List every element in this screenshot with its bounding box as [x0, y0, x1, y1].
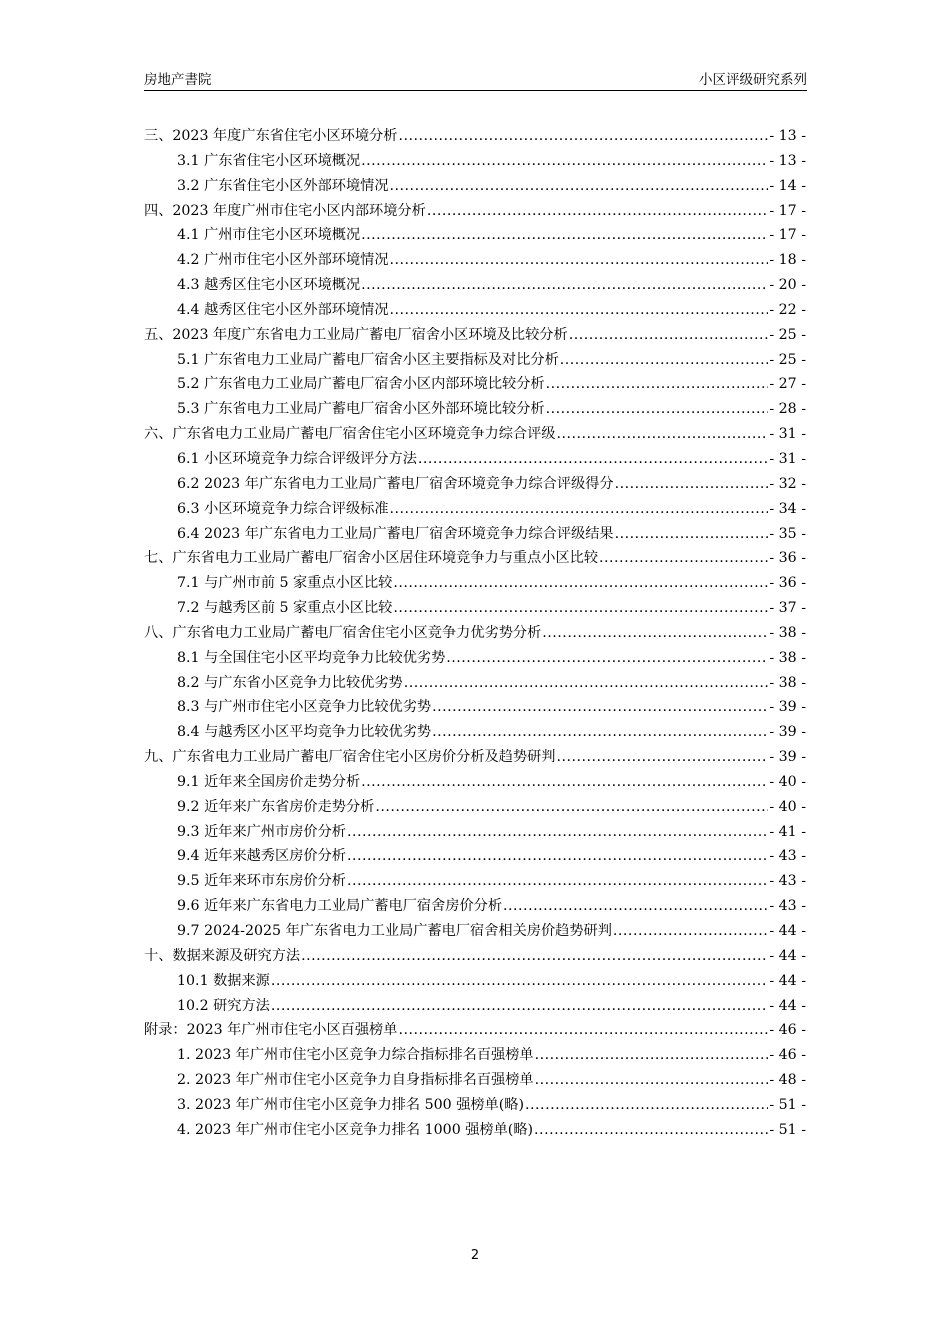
toc-dot-leader [599, 550, 768, 566]
toc-dot-leader [361, 227, 768, 243]
toc-dot-leader [432, 724, 768, 740]
toc-section-entry[interactable] [144, 523, 806, 548]
toc-section-entry[interactable] [144, 1119, 806, 1144]
toc-dot-leader [398, 1022, 768, 1038]
toc-section-entry[interactable] [144, 845, 806, 870]
toc-entry-title: 2. 2023 年广州市住宅小区竞争力自身指标排名百强榜单 [177, 1072, 534, 1089]
toc-section-entry[interactable] [144, 721, 806, 746]
toc-entry-page: - 51 - [769, 1096, 806, 1113]
toc-entry-title: 3. 2023 年广州市住宅小区竞争力排名 500 强榜单(略) [177, 1096, 525, 1113]
toc-entry-page: - 46 - [769, 1022, 806, 1039]
toc-dot-leader [375, 799, 768, 815]
toc-entry-page: - 36 - [769, 550, 806, 567]
toc-entry-title: 9.1 近年来全国房价走势分析 [177, 773, 361, 790]
toc-chapter-entry[interactable] [144, 423, 806, 448]
toc-chapter-entry[interactable] [144, 945, 806, 970]
toc-entry-page: - 27 - [769, 376, 806, 393]
toc-dot-leader [271, 998, 768, 1014]
toc-entry-page: - 44 - [769, 923, 806, 939]
toc-section-entry[interactable] [144, 920, 806, 945]
toc-entry-page: - 36 - [769, 575, 806, 592]
toc-entry-title: 4.1 广州市住宅小区环境概况 [177, 227, 361, 244]
toc-entry-page: - 48 - [769, 1072, 806, 1089]
toc-section-entry[interactable] [144, 572, 806, 597]
toc-entry-page: - 25 - [769, 326, 806, 343]
toc-entry-title: 6.4 2023 年广东省电力工业局广蓄电厂宿舍环境竞争力综合评级结果 [177, 525, 614, 542]
toc-entry-title: 七、广东省电力工业局广蓄电厂宿舍小区居住环境竞争力与重点小区比较 [144, 550, 599, 567]
toc-entry-page: - 38 - [769, 624, 806, 641]
toc-section-entry[interactable] [144, 274, 806, 299]
toc-section-entry[interactable] [144, 448, 806, 473]
toc-entry-title: 五、2023 年度广东省电力工业局广蓄电厂宿舍小区环境及比较分析 [144, 326, 568, 343]
toc-dot-leader [361, 774, 768, 790]
toc-entry-page: - 13 - [769, 152, 806, 169]
toc-chapter-entry[interactable] [144, 324, 806, 349]
toc-section-entry[interactable] [144, 647, 806, 672]
toc-entry-title: 6.3 小区环境竞争力综合评级标准 [177, 500, 389, 517]
toc-dot-leader [390, 501, 769, 517]
toc-dot-leader [347, 873, 768, 889]
toc-dot-leader [615, 476, 769, 492]
toc-section-entry[interactable] [144, 672, 806, 697]
toc-entry-page: - 39 - [769, 749, 806, 766]
header-publisher: 房地产書院 [144, 72, 212, 88]
toc-chapter-entry[interactable] [144, 622, 806, 647]
toc-entry-title: 7.1 与广州市前 5 家重点小区比较 [177, 575, 393, 592]
toc-entry-title: 3.2 广东省住宅小区外部环境情况 [177, 177, 389, 194]
toc-entry-title: 四、2023 年度广州市住宅小区内部环境分析 [144, 202, 426, 219]
toc-entry-page: - 35 - [769, 525, 806, 542]
toc-entry-title: 4.2 广州市住宅小区外部环境情况 [177, 252, 389, 269]
toc-section-entry[interactable] [144, 1044, 806, 1069]
toc-entry-page: - 38 - [769, 674, 806, 691]
toc-section-entry[interactable] [144, 821, 806, 846]
toc-dot-leader [390, 178, 769, 194]
toc-entry-page: - 46 - [769, 1047, 806, 1064]
toc-entry-title: 8.2 与广东省小区竞争力比较优劣势 [177, 674, 403, 691]
toc-dot-leader [347, 848, 768, 864]
toc-entry-title: 六、广东省电力工业局广蓄电厂宿舍住宅小区环境竞争力综合评级 [144, 426, 556, 443]
toc-entry-page: - 17 - [769, 202, 806, 219]
toc-section-entry[interactable] [144, 796, 806, 821]
toc-entry-title: 三、2023 年度广东省住宅小区环境分析 [144, 128, 398, 144]
toc-dot-leader [546, 376, 769, 392]
toc-dot-leader [556, 749, 768, 765]
toc-entry-title: 3.1 广东省住宅小区环境概况 [177, 152, 361, 169]
toc-entry-page: - 20 - [769, 277, 806, 294]
toc-entry-title: 4.4 越秀区住宅小区外部环境情况 [177, 301, 389, 318]
toc-entry-page: - 31 - [769, 450, 806, 467]
toc-chapter-entry[interactable] [144, 1019, 806, 1044]
toc-entry-page: - 22 - [769, 301, 806, 318]
toc-entry-title: 9.5 近年来环市东房价分析 [177, 873, 346, 890]
toc-entry-page: - 31 - [769, 426, 806, 443]
toc-section-entry[interactable] [144, 150, 806, 175]
toc-dot-leader [271, 973, 768, 989]
toc-entry-title: 6.2 2023 年广东省电力工业局广蓄电厂宿舍环境竞争力综合评级得分 [177, 475, 614, 492]
toc-section-entry[interactable] [144, 771, 806, 796]
toc-entry-title: 5.1 广东省电力工业局广蓄电厂宿舍小区主要指标及对比分析 [177, 351, 559, 368]
toc-dot-leader [301, 948, 768, 964]
toc-dot-leader [546, 401, 769, 417]
toc-dot-leader [560, 352, 769, 368]
toc-section-entry[interactable] [144, 1094, 806, 1119]
toc-entry-page: - 38 - [769, 649, 806, 666]
toc-entry-title: 4. 2023 年广州市住宅小区竞争力排名 1000 强榜单(略) [177, 1121, 534, 1138]
toc-dot-leader [525, 1097, 768, 1113]
toc-section-entry[interactable] [144, 249, 806, 274]
toc-entry-page: - 34 - [769, 500, 806, 517]
toc-entry-title: 8.4 与越秀区小区平均竞争力比较优劣势 [177, 724, 432, 741]
toc-chapter-entry[interactable] [144, 547, 806, 572]
toc-section-entry[interactable] [144, 398, 806, 423]
toc-dot-leader [556, 426, 768, 442]
toc-entry-title: 4.3 越秀区住宅小区环境概况 [177, 277, 361, 294]
toc-entry-page: - 44 - [769, 972, 806, 989]
toc-entry-page: - 44 - [769, 947, 806, 964]
toc-entry-page: - 43 - [769, 873, 806, 890]
toc-entry-title: 9.3 近年来广州市房价分析 [177, 823, 346, 840]
toc-dot-leader [398, 128, 768, 144]
toc-entry-title: 5.2 广东省电力工业局广蓄电厂宿舍小区内部环境比较分析 [177, 376, 545, 393]
toc-entry-title: 9.4 近年来越秀区房价分析 [177, 848, 346, 865]
toc-dot-leader [535, 1072, 769, 1088]
toc-dot-leader [503, 898, 768, 914]
toc-section-entry[interactable] [144, 473, 806, 498]
toc-entry-page: - 14 - [769, 177, 806, 194]
toc-entry-page: - 43 - [769, 848, 806, 865]
toc-entry-title: 6.1 小区环境竞争力综合评级评分方法 [177, 450, 417, 467]
page-header [144, 68, 807, 91]
toc-entry-page: - 51 - [769, 1121, 806, 1138]
toc-entry-title: 1. 2023 年广州市住宅小区竞争力综合指标排名百强榜单 [177, 1047, 534, 1064]
toc-dot-leader [432, 699, 768, 715]
toc-section-entry[interactable] [144, 175, 806, 200]
toc-dot-leader [535, 1047, 769, 1063]
toc-entry-page: - 44 - [769, 997, 806, 1014]
toc-section-entry[interactable] [144, 1069, 806, 1094]
toc-entry-page: - 28 - [769, 401, 806, 418]
toc-dot-leader [427, 203, 769, 219]
toc-entry-page: - 37 - [769, 600, 806, 617]
toc-section-entry[interactable] [144, 349, 806, 374]
toc-section-entry[interactable] [144, 224, 806, 249]
toc-dot-leader [390, 252, 769, 268]
toc-entry-page: - 41 - [769, 823, 806, 840]
toc-chapter-entry[interactable] [144, 125, 806, 150]
toc-dot-leader [534, 1122, 768, 1138]
header-series: 小区评级研究系列 [699, 72, 807, 88]
toc-entry-page: - 18 - [769, 252, 806, 269]
toc-section-entry[interactable] [144, 299, 806, 324]
toc-entry-title: 10.1 数据来源 [177, 972, 270, 989]
toc-entry-title: 附录：2023 年广州市住宅小区百强榜单 [144, 1022, 398, 1039]
toc-chapter-entry[interactable] [144, 746, 806, 771]
toc-entry-title: 9.6 近年来广东省电力工业局广蓄电厂宿舍房价分析 [177, 898, 503, 915]
toc-entry-page: - 25 - [769, 351, 806, 368]
toc-entry-title: 9.2 近年来广东省房价走势分析 [177, 798, 375, 815]
toc-entry-title: 5.3 广东省电力工业局广蓄电厂宿舍小区外部环境比较分析 [177, 401, 545, 418]
toc-entry-title: 九、广东省电力工业局广蓄电厂宿舍住宅小区房价分析及趋势研判 [144, 749, 556, 766]
toc-entry-title: 10.2 研究方法 [177, 997, 270, 1014]
toc-section-entry[interactable] [144, 696, 806, 721]
toc-entry-title: 8.1 与全国住宅小区平均竞争力比较优劣势 [177, 649, 446, 666]
toc-dot-leader [615, 526, 769, 542]
toc-entry-page: - 17 - [769, 227, 806, 244]
toc-entry-page: - 32 - [769, 475, 806, 492]
toc-section-entry[interactable] [144, 870, 806, 895]
toc-entry-page: - 40 - [769, 773, 806, 790]
toc-dot-leader [569, 327, 769, 343]
toc-chapter-entry[interactable] [144, 200, 806, 225]
toc-section-entry[interactable] [144, 895, 806, 920]
toc-dot-leader [446, 650, 768, 666]
toc-entry-page: - 43 - [769, 898, 806, 915]
toc-entry-page: - 39 - [769, 699, 806, 716]
toc-dot-leader [613, 923, 768, 939]
toc-dot-leader [393, 600, 768, 616]
toc-dot-leader [542, 625, 768, 641]
toc-section-entry[interactable] [144, 373, 806, 398]
table-of-contents [144, 125, 806, 1144]
page-number: 2 [470, 1248, 480, 1263]
toc-dot-leader [361, 153, 768, 169]
toc-dot-leader [361, 277, 768, 293]
toc-section-entry[interactable] [144, 970, 806, 995]
toc-dot-leader [393, 575, 768, 591]
toc-dot-leader [418, 451, 768, 467]
toc-section-entry[interactable] [144, 995, 806, 1020]
toc-entry-page: - 13 - [769, 128, 806, 144]
toc-section-entry[interactable] [144, 597, 806, 622]
toc-entry-title: 7.2 与越秀区前 5 家重点小区比较 [177, 600, 393, 617]
toc-dot-leader [347, 824, 768, 840]
toc-entry-page: - 40 - [769, 798, 806, 815]
toc-entry-title: 9.7 2024-2025 年广东省电力工业局广蓄电厂宿舍相关房价趋势研判 [177, 923, 612, 939]
toc-dot-leader [390, 302, 769, 318]
toc-entry-title: 八、广东省电力工业局广蓄电厂宿舍住宅小区竞争力优劣势分析 [144, 624, 542, 641]
toc-section-entry[interactable] [144, 498, 806, 523]
toc-entry-title: 8.3 与广州市住宅小区竞争力比较优劣势 [177, 699, 432, 716]
toc-entry-page: - 39 - [769, 724, 806, 741]
toc-dot-leader [404, 675, 769, 691]
toc-entry-title: 十、数据来源及研究方法 [144, 947, 301, 964]
